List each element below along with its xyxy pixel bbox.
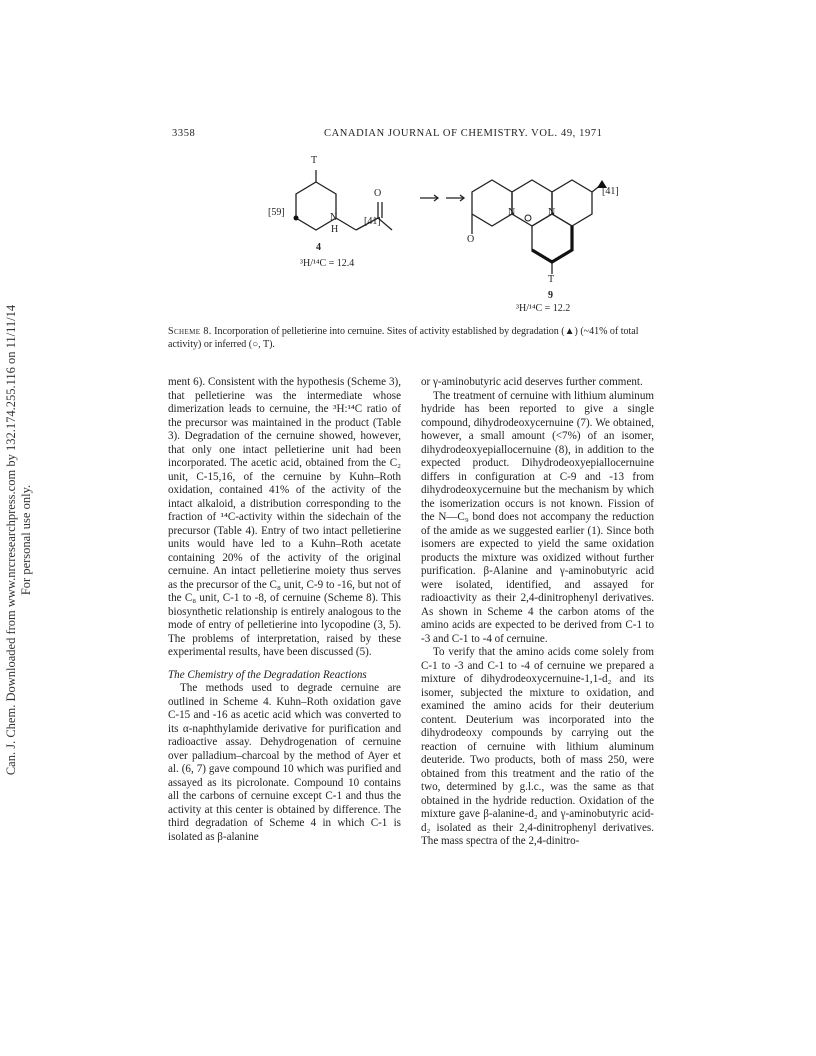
compound-9-label: 9 <box>548 290 553 301</box>
left-activity-41: [41] <box>364 216 381 227</box>
left-nitrogen: N <box>330 212 338 223</box>
left-hydrogen: H <box>331 224 339 235</box>
right-paragraph-1: or γ-aminobutyric acid deserves further comment. <box>421 376 643 388</box>
left-activity-59: [59] <box>268 207 285 218</box>
compound-9-ratio: ³H/¹⁴C = 12.2 <box>516 303 571 314</box>
left-text-column <box>168 376 401 844</box>
cernuine-ring-c <box>552 180 592 226</box>
right-text-column <box>421 376 654 849</box>
watermark-line-2: For personal use only. <box>19 484 33 596</box>
cernuine-ring-a <box>472 180 512 226</box>
right-activity-41: [41] <box>602 186 619 197</box>
scheme-structures <box>260 150 660 320</box>
scheme-caption-text: Incorporation of pelletierine into cernuine. Sites of activity established by degradation (▲) (~41% of total activity) or inferred (○, T). <box>168 326 639 350</box>
watermark-line-1: Can. J. Chem. Downloaded from www.nrcresearchpress.com by 132.174.255.116 on 11/11/14 <box>4 304 18 776</box>
compound-4-label: 4 <box>316 242 321 253</box>
journal-title: CANADIAN JOURNAL OF CHEMISTRY. VOL. 49, 1971 <box>324 128 603 139</box>
download-watermark <box>0 0 40 1056</box>
right-paragraph-3: To verify that the amino acids come solely from C-1 to -3 and C-1 to -4 of cernuine we prepared a mixture of dihydrodeoxycernuine-1,1-d₂ and its isomer, subjected the mixture to oxidation, and examined the amino acids for their deuterium content. Deuterium was incorporated into the dihydrodeoxy compounds by carrying out the reaction of cernuine with lithium aluminum deuteride. Two products, both of mass 250, were obtained from this treatment and the ratio of the two, determined by g.l.c., was the same as that obtained in the hydride reduction. Oxidation of the mixture gave β-alanine-d₂ and γ-aminobutyric acid-d₂ isolated as their 2,4-dinitrophenyl derivatives. The mass spectra of the 2,4-dinitro- <box>421 646 654 847</box>
compound-4-ratio: ³H/¹⁴C = 12.4 <box>300 258 355 269</box>
cernuine-ring-b <box>512 180 552 226</box>
left-tritium-label: T <box>311 155 318 166</box>
section-heading: The Chemistry of the Degradation Reactions <box>168 668 367 681</box>
right-nitrogen-2: N <box>548 207 556 218</box>
scheme-8-figure <box>260 150 660 320</box>
left-oxygen: O <box>374 188 382 199</box>
right-nitrogen-1: N <box>508 207 516 218</box>
right-paragraph-2: The treatment of cernuine with lithium aluminum hydride has been reported to give a single compound, dihydrodeoxycernuine (7). We obtained, however, a small amount (<7%) of an isomer, dihydrodeoxyepiallocernuine (8), in addition to the expected product. Dihydrodeoxyepiallocernuine differs in configuration at C-9 and -13 from dihydrodeoxycernuine but the mechanism by which the isomerization occurs is not known. Fission of the N—C₉ bond does not accompany the reduction of the amide as we suggested earlier (1). Since both isomers are expected to yield the same oxidation products the mixture was oxidized without further purification. β-Alanine and γ-aminobutyric acid were isolated, identified, and assayed for radioactivity as their 2,4-dinitrophenyl derivatives. As shown in Scheme 4 the carbon atoms of the amino acids are expected to be derived from C-1 to -3 and C-1 to -4 of cernuine. <box>421 389 654 645</box>
left-paragraph-2: The methods used to degrade cernuine are outlined in Scheme 4. Kuhn–Roth oxidation gave C-15 and -16 as acetic acid which was converted to its α-naphthylamide derivative for purification and radioactive assay. Dehydrogenation of cernuine over palladium–charcoal by the method of Ayer et al. (6, 7) gave compound 10 which was purified and assayed as its picrolonate. Compound 10 contains all the carbons of cernuine except C-1 and thus the activity at this center is obtained by difference. The third degradation of Scheme 4 in which C-1 is isolated as β-alanine <box>168 682 401 843</box>
left-paragraph-1: ment 6). Consistent with the hypothesis (Scheme 3), that pelletierine was the intermediate whose dimerization leads to cernuine, the ³H:¹⁴C ratio of the precursor was maintained in the product (Table 3). Degradation of the cernuine showed, however, that only one intact pelletierine unit had been incorporated. The acetic acid, obtained from the C₂ unit, C-15,16, of the cernuine by Kuhn–Roth oxidation, contained 41% of the activity of the intact alkaloid, a distribution corresponding to the fraction of ¹⁴C-activity within the sidechain of the precursor (Table 4). Entry of two intact pelletierine units would have led to a Kuhn–Roth acetate containing 20% of the activity of the original cernuine. An intact pelletierine moiety thus serves as the precursor of the C₈ unit, C-9 to -16, but not of the C₈ unit, C-1 to -8, of cernuine (Scheme 8). This biosynthetic relationship is entirely analogous to the mode of entry of pelletierine into lycopodine (3, 5). The problems of interpretation, raised by these experimental results, have been discussed (5). <box>168 376 401 658</box>
right-tritium-label: T <box>548 274 555 285</box>
scheme-caption-label: Scheme 8. <box>168 326 212 337</box>
page-number: 3358 <box>172 128 196 139</box>
scheme-caption <box>168 325 654 351</box>
right-oxygen: O <box>467 234 475 245</box>
